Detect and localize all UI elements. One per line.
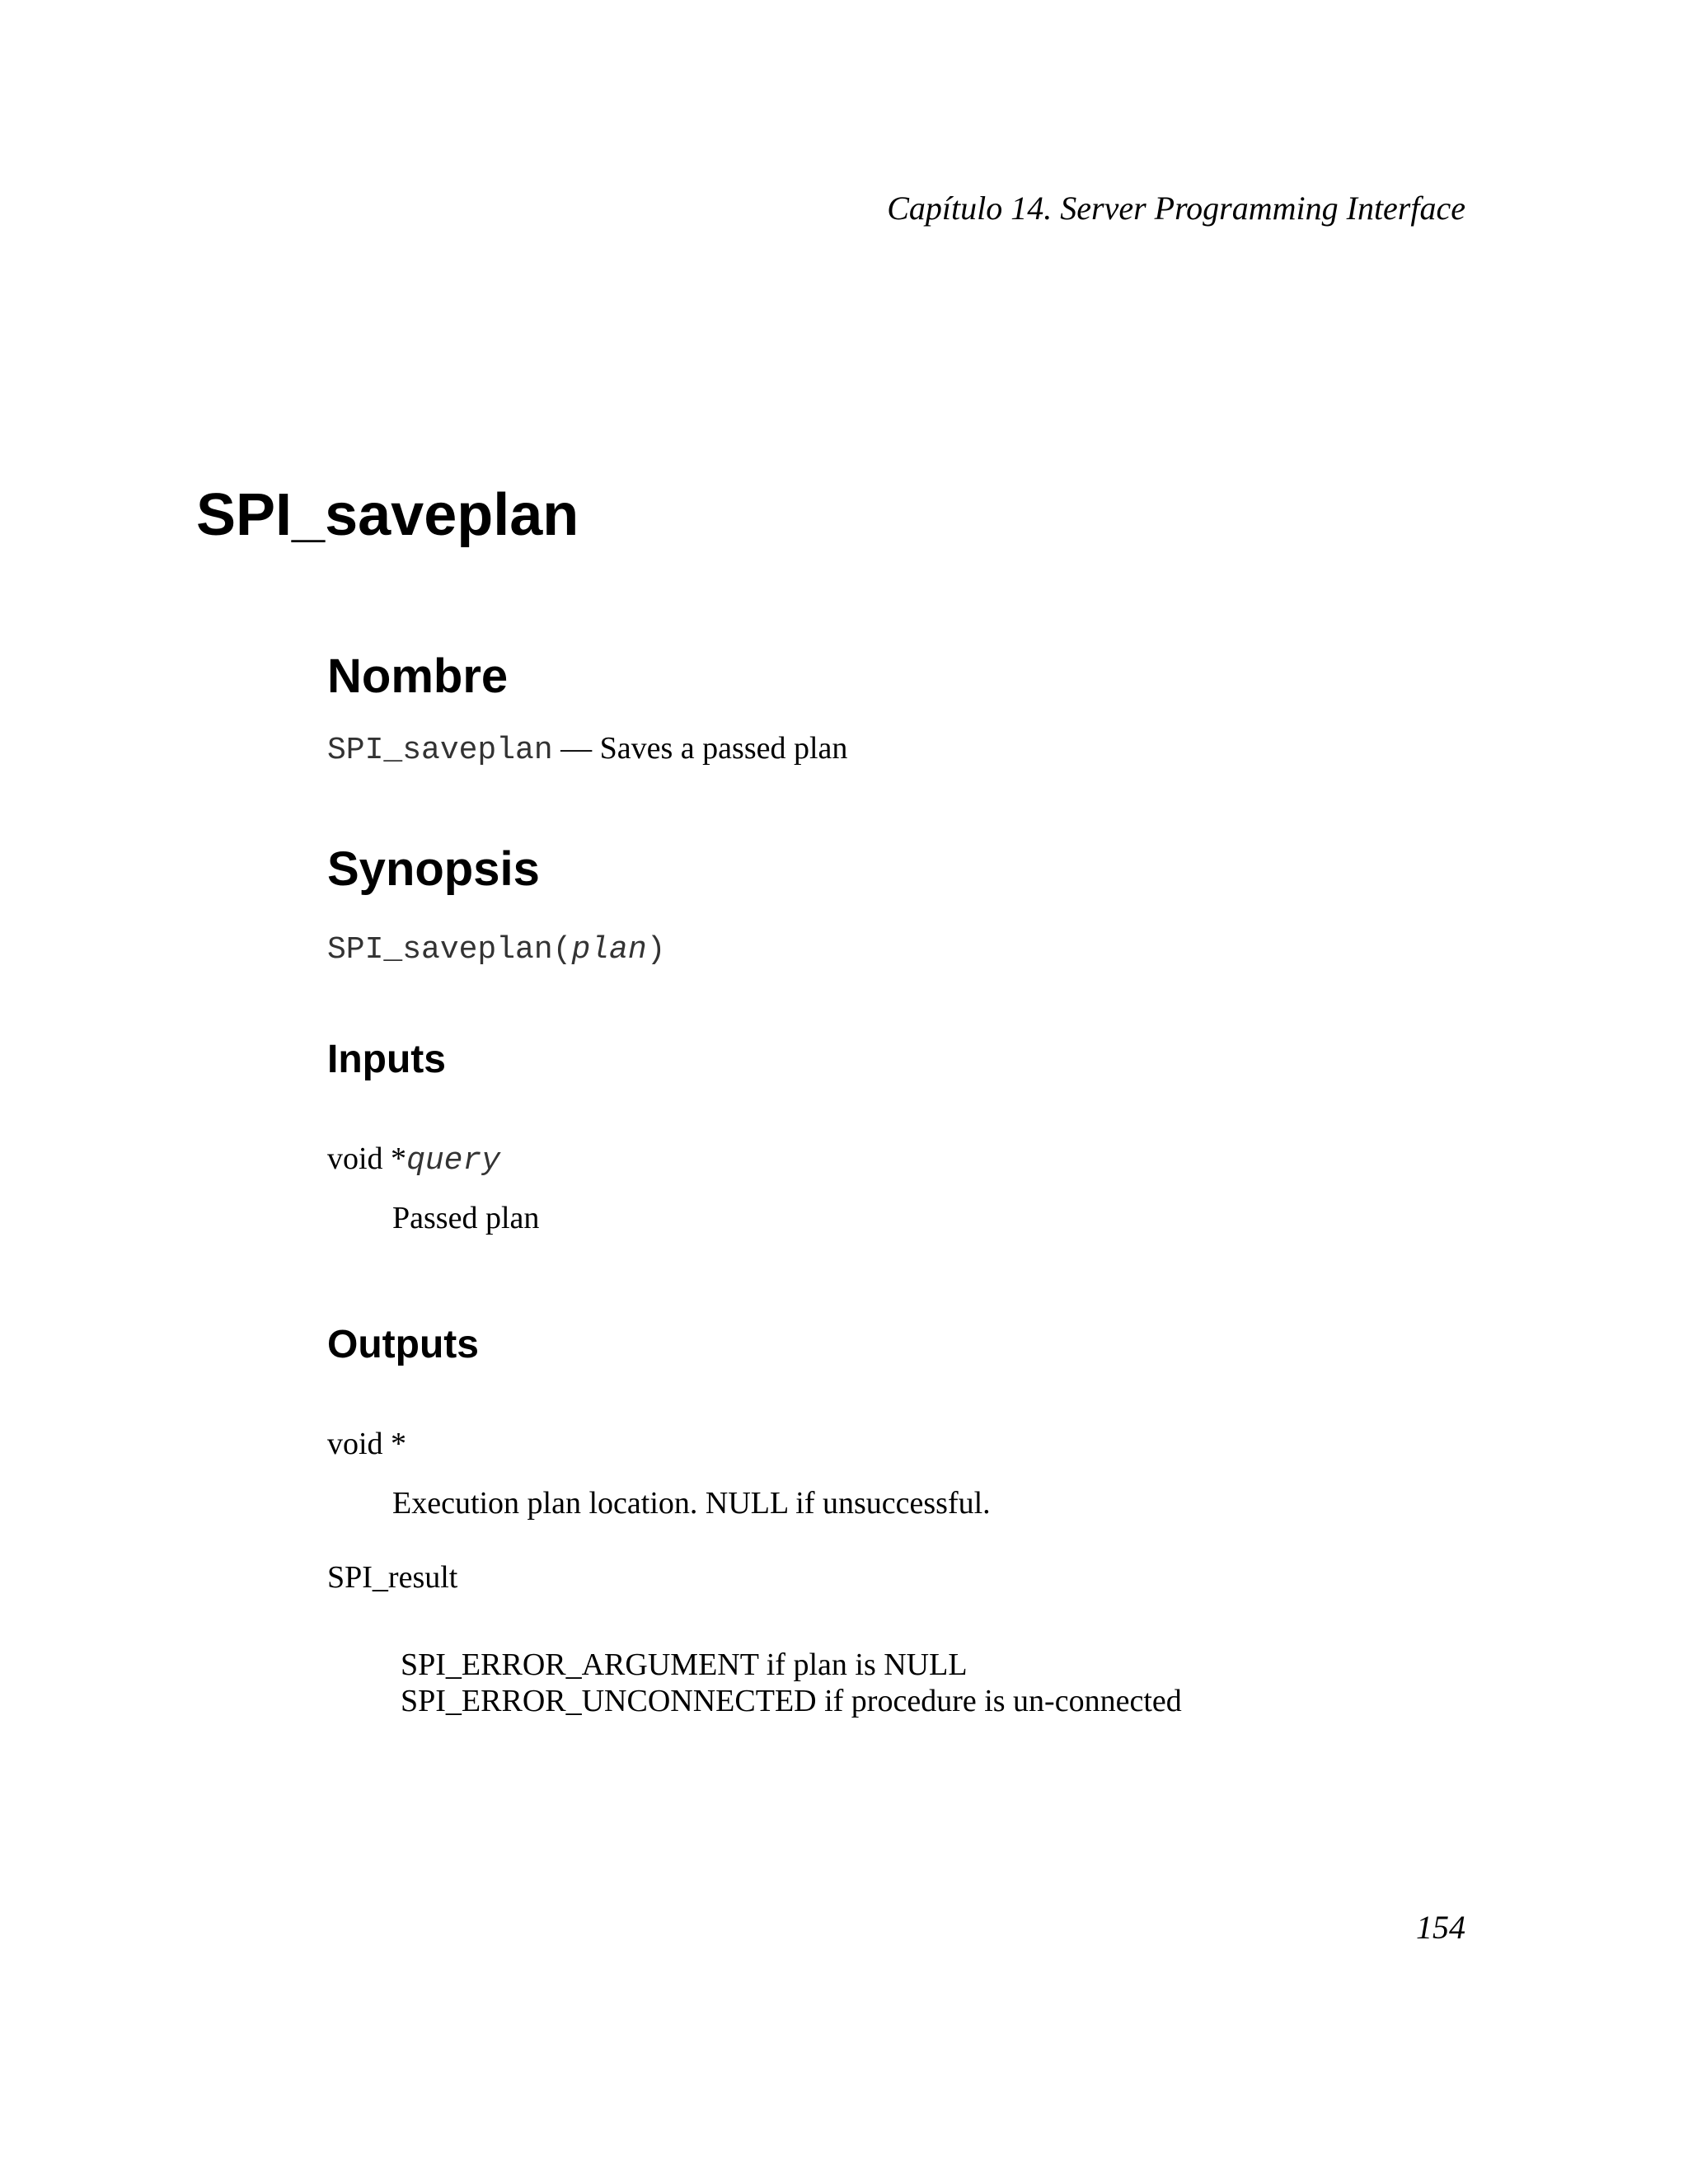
inputs-term [327,1139,500,1181]
outputs-result-line: SPI_ERROR_ARGUMENT if plan is NULL [401,1647,968,1682]
inputs-description: Passed plan [392,1201,540,1235]
running-header: Capítulo 14. Server Programming Interface [887,190,1465,227]
section-heading-outputs: Outputs [327,1323,479,1366]
inputs-term-param: query [406,1143,501,1179]
inputs-term-type: void * [327,1141,407,1176]
synopsis-param: plan [571,932,647,968]
page-title: SPI_saveplan [196,482,579,548]
section-heading-inputs: Inputs [327,1038,446,1081]
function-name: SPI_saveplan [327,733,553,768]
em-dash: — [552,731,600,766]
synopsis-function: SPI_saveplan( [327,932,572,968]
function-purpose: Saves a passed plan [599,731,848,766]
synopsis-close: ) [646,932,666,968]
section-heading-synopsis: Synopsis [327,842,540,896]
nombre-line [327,729,847,771]
section-heading-nombre: Nombre [327,649,509,703]
outputs-description-void: Execution plan location. NULL if unsuccessful. [392,1486,991,1521]
outputs-term-void: void * [327,1427,407,1461]
outputs-term-spi-result: SPI_result [327,1560,458,1595]
synopsis-line [327,928,665,970]
outputs-result-line: SPI_ERROR_UNCONNECTED if procedure is un-connected [401,1684,1182,1718]
page-number: 154 [1416,1909,1465,1946]
